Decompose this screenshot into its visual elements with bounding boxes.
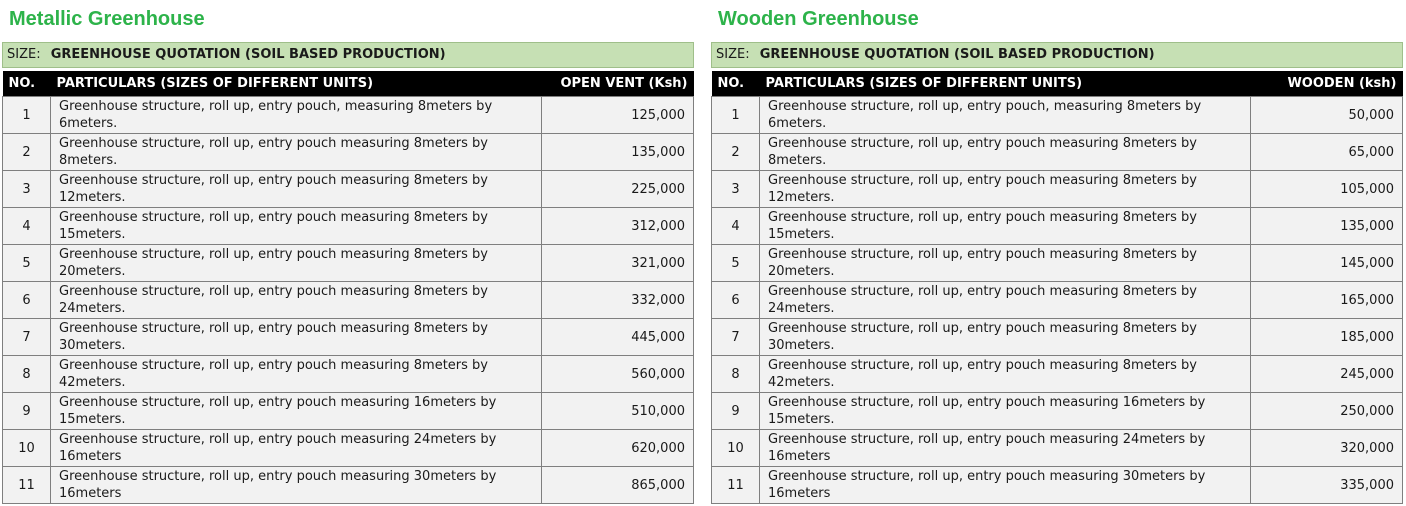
row-number: 2	[712, 134, 760, 171]
table-row	[3, 97, 694, 134]
header-price: WOODEN (ksh)	[1251, 71, 1403, 97]
row-particulars: Greenhouse structure, roll up, entry pouch measuring 16meters by 15meters.	[51, 393, 542, 430]
row-number: 11	[3, 467, 51, 504]
size-label: SIZE:	[716, 47, 750, 62]
table-row	[3, 319, 694, 356]
row-price: 135,000	[542, 134, 694, 171]
row-price: 165,000	[1251, 282, 1403, 319]
table-row	[712, 134, 1403, 171]
quotation-table	[2, 71, 694, 504]
table-row	[712, 319, 1403, 356]
row-particulars: Greenhouse structure, roll up, entry pouch measuring 8meters by 8meters.	[51, 134, 542, 171]
size-bar	[711, 42, 1403, 68]
row-number: 5	[712, 245, 760, 282]
table-row	[712, 97, 1403, 134]
row-price: 620,000	[542, 430, 694, 467]
row-number: 2	[3, 134, 51, 171]
row-price: 865,000	[542, 467, 694, 504]
table-row	[712, 430, 1403, 467]
row-price: 320,000	[1251, 430, 1403, 467]
row-price: 245,000	[1251, 356, 1403, 393]
row-price: 50,000	[1251, 97, 1403, 134]
row-number: 6	[3, 282, 51, 319]
table-row	[712, 356, 1403, 393]
row-particulars: Greenhouse structure, roll up, entry pouch measuring 8meters by 8meters.	[760, 134, 1251, 171]
table-row	[712, 245, 1403, 282]
row-price: 135,000	[1251, 208, 1403, 245]
panel-title: Metallic Greenhouse	[9, 8, 205, 30]
table-body	[712, 97, 1403, 504]
row-particulars: Greenhouse structure, roll up, entry pouch measuring 16meters by 15meters.	[760, 393, 1251, 430]
row-number: 7	[3, 319, 51, 356]
row-number: 6	[712, 282, 760, 319]
row-particulars: Greenhouse structure, roll up, entry pouch measuring 8meters by 42meters.	[760, 356, 1251, 393]
row-particulars: Greenhouse structure, roll up, entry pouch measuring 8meters by 30meters.	[51, 319, 542, 356]
header-no: NO.	[712, 71, 760, 97]
row-number: 7	[712, 319, 760, 356]
row-number: 5	[3, 245, 51, 282]
row-price: 510,000	[542, 393, 694, 430]
row-particulars: Greenhouse structure, roll up, entry pouch, measuring 8meters by 6meters.	[760, 97, 1251, 134]
table-row	[3, 208, 694, 245]
row-particulars: Greenhouse structure, roll up, entry pouch, measuring 8meters by 6meters.	[51, 97, 542, 134]
table-row	[712, 208, 1403, 245]
row-price: 125,000	[542, 97, 694, 134]
row-number: 10	[712, 430, 760, 467]
row-price: 312,000	[542, 208, 694, 245]
row-particulars: Greenhouse structure, roll up, entry pouch measuring 8meters by 12meters.	[760, 171, 1251, 208]
row-price: 105,000	[1251, 171, 1403, 208]
row-number: 10	[3, 430, 51, 467]
table-row	[3, 171, 694, 208]
row-price: 65,000	[1251, 134, 1403, 171]
table-row	[3, 467, 694, 504]
row-price: 145,000	[1251, 245, 1403, 282]
table-body	[3, 97, 694, 504]
row-number: 8	[712, 356, 760, 393]
header-particulars: PARTICULARS (SIZES OF DIFFERENT UNITS)	[51, 71, 542, 97]
table-header-row	[712, 71, 1403, 97]
table-row	[3, 282, 694, 319]
row-particulars: Greenhouse structure, roll up, entry pouch measuring 8meters by 24meters.	[760, 282, 1251, 319]
row-number: 3	[712, 171, 760, 208]
size-value: GREENHOUSE QUOTATION (SOIL BASED PRODUCTION)	[759, 47, 1155, 62]
row-particulars: Greenhouse structure, roll up, entry pouch measuring 24meters by 16meters	[51, 430, 542, 467]
row-price: 445,000	[542, 319, 694, 356]
table-row	[3, 430, 694, 467]
table-row	[3, 245, 694, 282]
size-bar	[2, 42, 694, 68]
row-particulars: Greenhouse structure, roll up, entry pouch measuring 8meters by 30meters.	[760, 319, 1251, 356]
row-number: 4	[712, 208, 760, 245]
table-row	[3, 356, 694, 393]
header-particulars: PARTICULARS (SIZES OF DIFFERENT UNITS)	[760, 71, 1251, 97]
row-particulars: Greenhouse structure, roll up, entry pouch measuring 30meters by 16meters	[760, 467, 1251, 504]
row-particulars: Greenhouse structure, roll up, entry pouch measuring 30meters by 16meters	[51, 467, 542, 504]
row-price: 250,000	[1251, 393, 1403, 430]
row-number: 1	[712, 97, 760, 134]
size-value: GREENHOUSE QUOTATION (SOIL BASED PRODUCTION)	[50, 47, 446, 62]
table-header-row	[3, 71, 694, 97]
row-particulars: Greenhouse structure, roll up, entry pouch measuring 8meters by 24meters.	[51, 282, 542, 319]
row-particulars: Greenhouse structure, roll up, entry pouch measuring 8meters by 42meters.	[51, 356, 542, 393]
row-price: 335,000	[1251, 467, 1403, 504]
row-particulars: Greenhouse structure, roll up, entry pouch measuring 24meters by 16meters	[760, 430, 1251, 467]
row-price: 560,000	[542, 356, 694, 393]
table-row	[712, 393, 1403, 430]
header-price: OPEN VENT (Ksh)	[542, 71, 694, 97]
row-particulars: Greenhouse structure, roll up, entry pouch measuring 8meters by 12meters.	[51, 171, 542, 208]
row-number: 9	[3, 393, 51, 430]
table-row	[3, 134, 694, 171]
row-number: 4	[3, 208, 51, 245]
row-price: 332,000	[542, 282, 694, 319]
header-no: NO.	[3, 71, 51, 97]
row-number: 1	[3, 97, 51, 134]
row-particulars: Greenhouse structure, roll up, entry pouch measuring 8meters by 15meters.	[51, 208, 542, 245]
row-particulars: Greenhouse structure, roll up, entry pouch measuring 8meters by 20meters.	[760, 245, 1251, 282]
table-row	[712, 467, 1403, 504]
row-number: 8	[3, 356, 51, 393]
row-particulars: Greenhouse structure, roll up, entry pouch measuring 8meters by 15meters.	[760, 208, 1251, 245]
table-row	[3, 393, 694, 430]
row-price: 321,000	[542, 245, 694, 282]
row-number: 3	[3, 171, 51, 208]
table-row	[712, 282, 1403, 319]
quotation-table	[711, 71, 1403, 504]
panel-title: Wooden Greenhouse	[718, 8, 919, 30]
row-price: 185,000	[1251, 319, 1403, 356]
row-number: 9	[712, 393, 760, 430]
row-number: 11	[712, 467, 760, 504]
table-row	[712, 171, 1403, 208]
row-price: 225,000	[542, 171, 694, 208]
size-label: SIZE:	[7, 47, 41, 62]
row-particulars: Greenhouse structure, roll up, entry pouch measuring 8meters by 20meters.	[51, 245, 542, 282]
